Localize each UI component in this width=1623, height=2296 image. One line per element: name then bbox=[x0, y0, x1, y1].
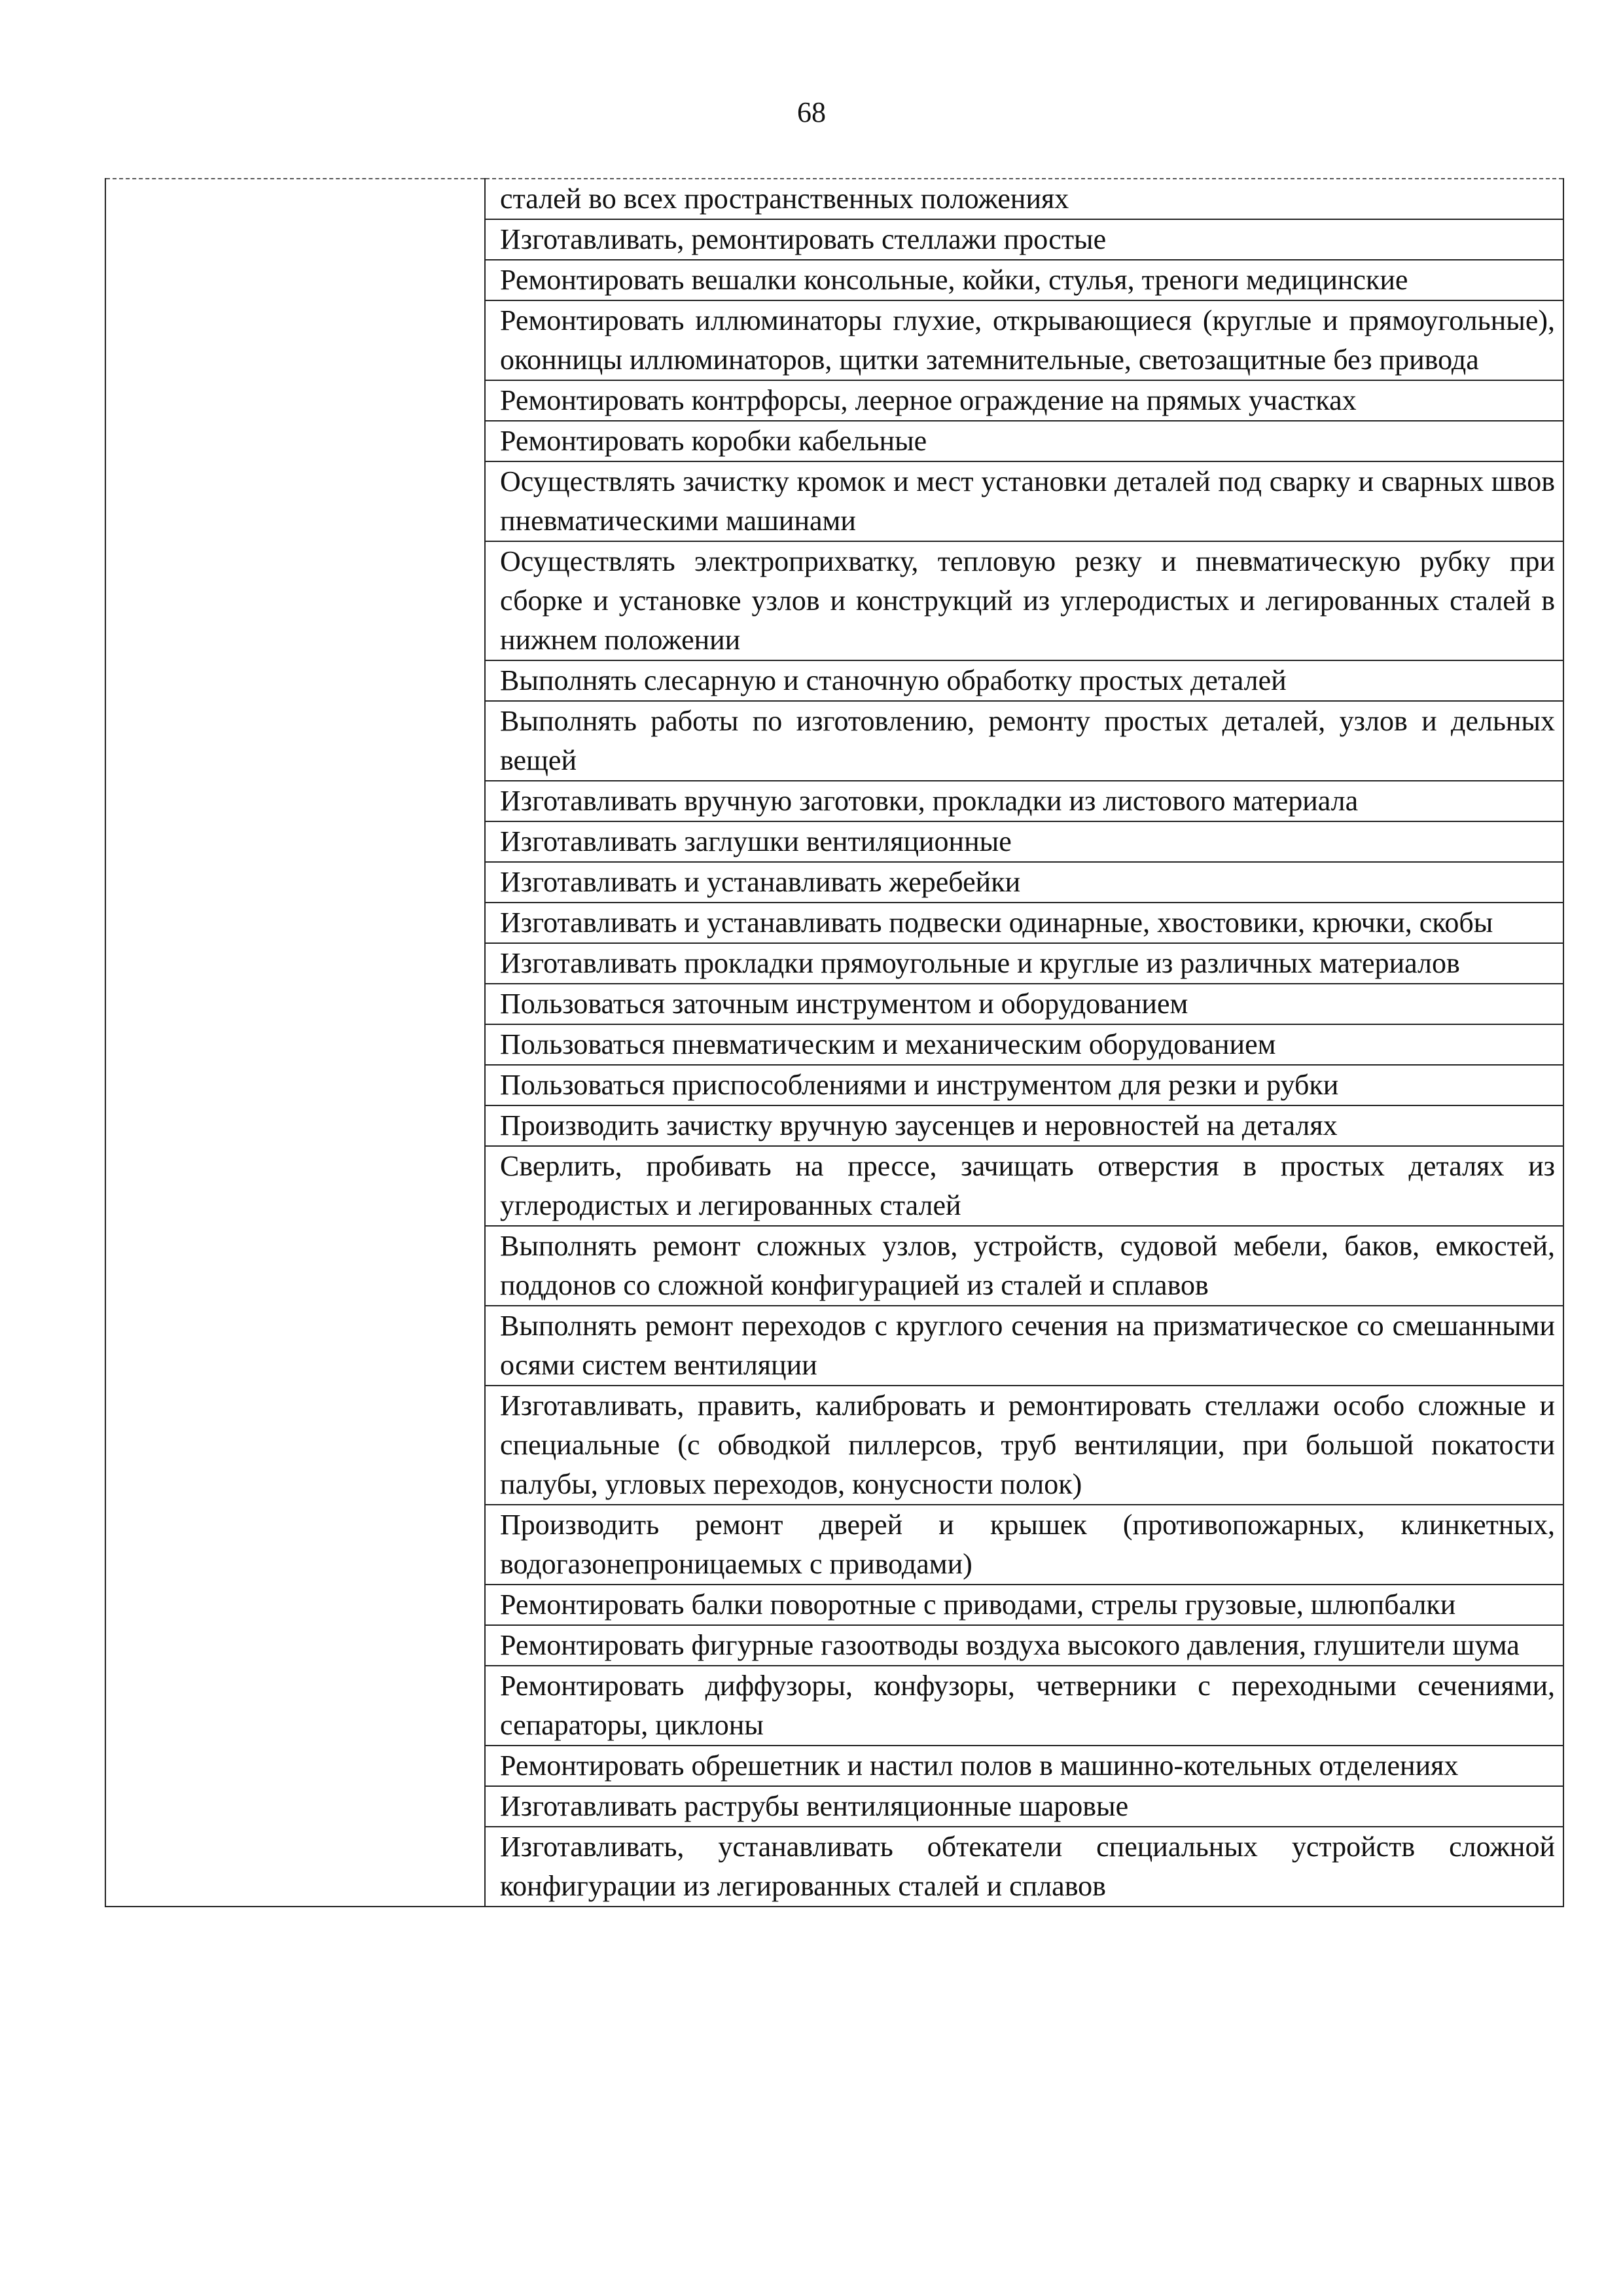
table-row-item: Изготавливать, править, калибровать и ремонтировать стеллажи особо сложные и специальные (с обводкой пиллерсов, труб вентиляции, при большой покатости палубы, угловых переходов, конусности полок) bbox=[486, 1386, 1563, 1505]
skills-table bbox=[105, 178, 1564, 1907]
right-column-cell bbox=[485, 179, 1563, 1907]
table-row-item: Изготавливать и устанавливать подвески одинарные, хвостовики, крючки, скобы bbox=[486, 903, 1563, 944]
table-row-item: Выполнять ремонт переходов с круглого сечения на призматическое со смешанными осями систем вентиляции bbox=[486, 1306, 1563, 1386]
table-row-item: Производить зачистку вручную заусенцев и неровностей на деталях bbox=[486, 1106, 1563, 1147]
table-row-item: Ремонтировать диффузоры, конфузоры, четверники с переходными сечениями, сепараторы, циклоны bbox=[486, 1666, 1563, 1746]
skills-list bbox=[486, 179, 1563, 1906]
table-row-item: Осуществлять зачистку кромок и мест установки деталей под сварку и сварных швов пневматическими машинами bbox=[486, 462, 1563, 542]
table-row-item: Пользоваться приспособлениями и инструментом для резки и рубки bbox=[486, 1066, 1563, 1106]
table-row-item: Изготавливать заглушки вентиляционные bbox=[486, 822, 1563, 863]
table-row-item: Сверлить, пробивать на прессе, зачищать отверстия в простых деталях из углеродистых и легированных сталей bbox=[486, 1147, 1563, 1227]
table-row-item: Ремонтировать иллюминаторы глухие, открывающиеся (круглые и прямоугольные), оконницы иллюминаторов, щитки затемнительные, светозащитные без привода bbox=[486, 301, 1563, 381]
table-row-item: Ремонтировать вешалки консольные, койки, стулья, треноги медицинские bbox=[486, 260, 1563, 301]
table-row-item: Пользоваться пневматическим и механическим оборудованием bbox=[486, 1025, 1563, 1066]
table-row-item: Выполнять работы по изготовлению, ремонту простых деталей, узлов и дельных вещей bbox=[486, 702, 1563, 781]
table-row-item: Осуществлять электроприхватку, тепловую резку и пневматическую рубку при сборке и установке узлов и конструкций из углеродистых и легированных сталей в нижнем положении bbox=[486, 542, 1563, 661]
table-row-item: Изготавливать вручную заготовки, прокладки из листового материала bbox=[486, 781, 1563, 822]
table-row-item: Производить ремонт дверей и крышек (противопожарных, клинкетных, водогазонепроницаемых с приводами) bbox=[486, 1505, 1563, 1585]
table-row-item: Изготавливать, устанавливать обтекатели специальных устройств сложной конфигурации из легированных сталей и сплавов bbox=[500, 1831, 1555, 1902]
table-row-item: Ремонтировать балки поворотные с приводами, стрелы грузовые, шлюпбалки bbox=[486, 1585, 1563, 1626]
table-row-item: Ремонтировать фигурные газоотводы воздуха высокого давления, глушители шума bbox=[486, 1626, 1563, 1666]
table-row bbox=[105, 179, 1563, 1907]
left-column-cell bbox=[105, 179, 485, 1907]
table-row-item: Изготавливать и устанавливать жеребейки bbox=[486, 863, 1563, 903]
table-row-item: Изготавливать, ремонтировать стеллажи простые bbox=[486, 220, 1563, 260]
table-row-item: Выполнять ремонт сложных узлов, устройств, судовой мебели, баков, емкостей, поддонов со сложной конфигурацией из сталей и сплавов bbox=[486, 1227, 1563, 1306]
table-row-item: Изготавливать прокладки прямоугольные и круглые из различных материалов bbox=[486, 944, 1563, 984]
table-row-item: Ремонтировать контрфорсы, леерное ограждение на прямых участках bbox=[486, 381, 1563, 422]
table-row-item: сталей во всех пространственных положениях bbox=[486, 179, 1563, 220]
table-row-item: Изготавливать раструбы вентиляционные шаровые bbox=[486, 1787, 1563, 1827]
table-row-item: Выполнять слесарную и станочную обработку простых деталей bbox=[486, 661, 1563, 702]
table-row-item: Ремонтировать обрешетник и настил полов в машинно-котельных отделениях bbox=[486, 1746, 1563, 1787]
table-row-item: Ремонтировать коробки кабельные bbox=[486, 422, 1563, 462]
table-row-item: Пользоваться заточным инструментом и оборудованием bbox=[486, 984, 1563, 1025]
page-number: 68 bbox=[797, 96, 826, 128]
